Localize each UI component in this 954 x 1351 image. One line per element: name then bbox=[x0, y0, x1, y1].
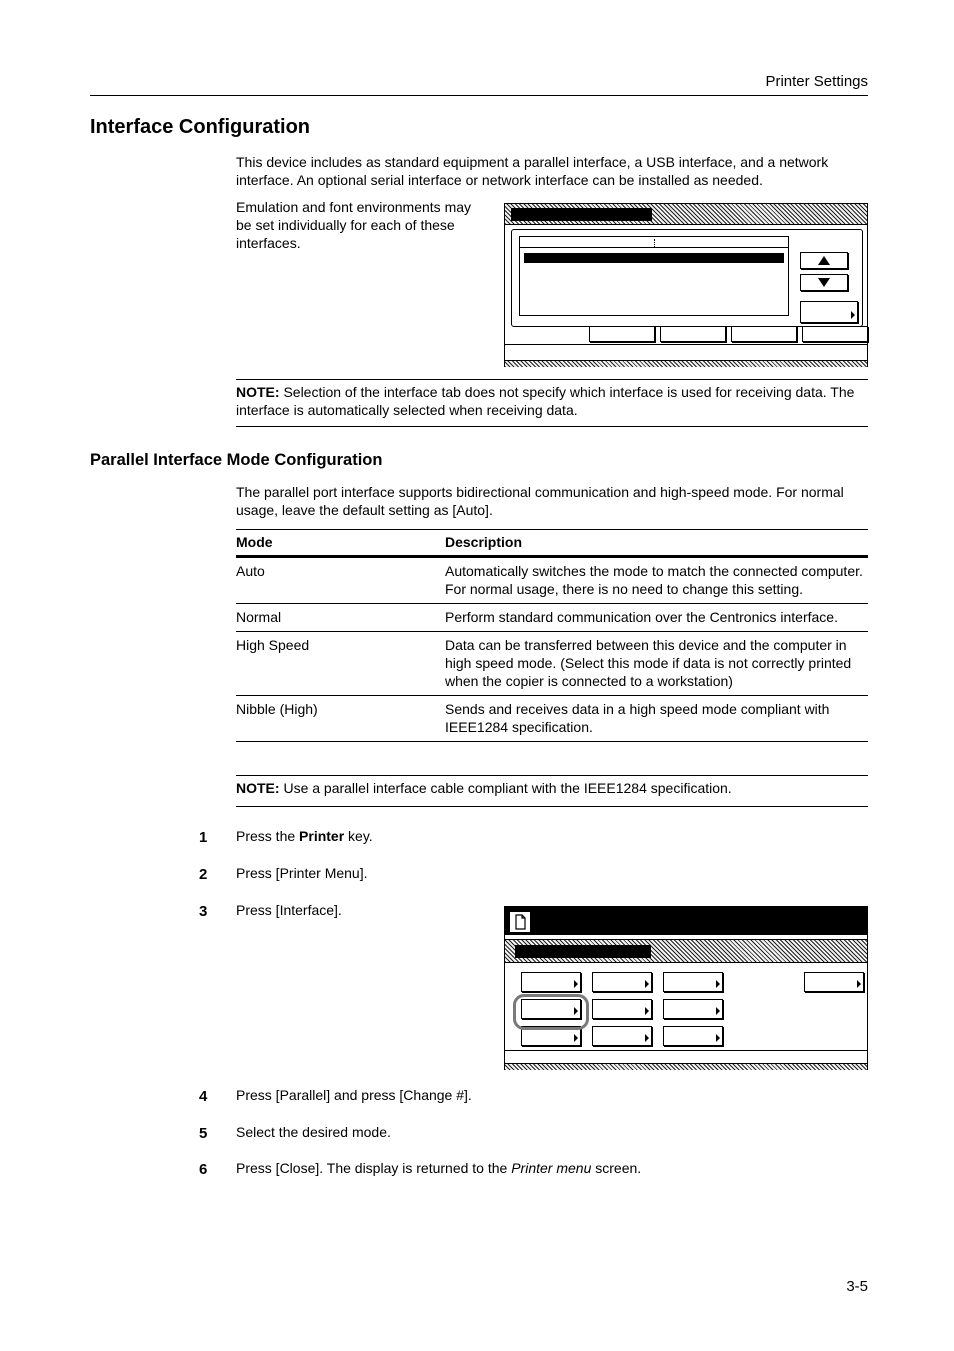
step-text: Select the desired mode. bbox=[236, 1124, 391, 1140]
column-header-mode: Mode bbox=[236, 530, 445, 557]
section-title: Interface Configuration bbox=[90, 116, 311, 138]
screen-title-bar bbox=[505, 204, 867, 225]
mode-cell: Normal bbox=[236, 604, 445, 632]
parallel-intro-paragraph: The parallel port interface supports bidirectional communication and high-speed mode. For normal usage, leave the default setting as [Auto]. bbox=[236, 484, 844, 518]
menu-button-r1c1[interactable] bbox=[521, 972, 581, 992]
step-number: 4 bbox=[199, 1088, 208, 1105]
step-text: Press [Interface]. bbox=[236, 902, 342, 918]
button-arrow-icon bbox=[645, 1034, 649, 1042]
note-label: NOTE: bbox=[236, 384, 280, 400]
tab-panel bbox=[511, 229, 863, 327]
printer-menu-label: Printer menu bbox=[511, 1160, 592, 1176]
interface-screen-illustration bbox=[504, 203, 868, 367]
note-text: Selection of the interface tab does not specify which interface is used for receiving data. The interface is automatically selected when receiving data. bbox=[236, 384, 855, 418]
menu-button-r2c2[interactable] bbox=[592, 999, 652, 1019]
button-arrow-icon bbox=[716, 1034, 720, 1042]
screen-status-bar bbox=[505, 907, 867, 935]
step-text-part: key. bbox=[344, 828, 373, 844]
step-text: Press [Parallel] and press [Change #]. bbox=[236, 1087, 472, 1103]
step-number: 1 bbox=[199, 829, 208, 846]
step-text: Press [Printer Menu]. bbox=[236, 865, 368, 881]
interface-tab-5[interactable] bbox=[802, 326, 868, 342]
screen-footer-rule bbox=[505, 1050, 867, 1051]
highlight-circle bbox=[513, 994, 589, 1030]
mode-cell: Nibble (High) bbox=[236, 696, 445, 742]
intro-paragraph: This device includes as standard equipment a parallel interface, a USB interface, and a network interface. An optional serial interface or network interface can be installed as needed. bbox=[236, 154, 829, 188]
list-column-divider bbox=[654, 239, 655, 247]
step-text-part: screen. bbox=[591, 1160, 642, 1176]
screen-title-block bbox=[515, 945, 651, 958]
button-arrow-icon bbox=[645, 980, 649, 988]
column-header-description: Description bbox=[445, 530, 868, 557]
list-header-rule bbox=[520, 247, 788, 248]
printer-menu-screen-illustration bbox=[504, 906, 868, 1070]
step-number: 5 bbox=[199, 1125, 208, 1142]
interface-tab-3[interactable] bbox=[660, 326, 726, 342]
step-text bbox=[236, 828, 373, 844]
menu-button-r3c3[interactable] bbox=[663, 1026, 723, 1046]
step-text-part: Press the bbox=[236, 828, 300, 844]
button-arrow-icon bbox=[645, 1007, 649, 1015]
document-icon bbox=[509, 911, 531, 933]
emulation-paragraph: Emulation and font environments may be set individually for each of these interfaces. bbox=[236, 199, 472, 251]
description-cell: Perform standard communication over the Centronics interface. bbox=[445, 604, 868, 632]
menu-button-r2c3[interactable] bbox=[663, 999, 723, 1019]
interface-tab-2[interactable] bbox=[589, 326, 655, 342]
menu-button-r1c4[interactable] bbox=[804, 972, 864, 992]
step-number: 2 bbox=[199, 866, 208, 883]
running-header: Printer Settings bbox=[765, 73, 868, 90]
screen-footer-rule bbox=[505, 344, 867, 345]
scroll-down-button[interactable] bbox=[800, 274, 848, 291]
mode-table bbox=[236, 529, 868, 742]
step-text-part: Press [Close]. The display is returned to the bbox=[236, 1160, 512, 1176]
table-row bbox=[236, 632, 868, 696]
mode-cell: High Speed bbox=[236, 632, 445, 696]
note-cable bbox=[236, 775, 868, 807]
screen-bottom-bar bbox=[505, 360, 867, 367]
note-text: Use a parallel interface cable compliant with the IEEE1284 specification. bbox=[279, 780, 732, 796]
change-button[interactable] bbox=[800, 301, 858, 323]
table-row bbox=[236, 604, 868, 632]
table-row bbox=[236, 696, 868, 742]
menu-button-r1c3[interactable] bbox=[663, 972, 723, 992]
button-arrow-icon bbox=[574, 1034, 578, 1042]
step-number: 3 bbox=[199, 903, 208, 920]
description-cell: Data can be transferred between this device and the computer in high speed mode. (Select this mode if data is not correctly printed when the copier is connected to a workstation) bbox=[445, 632, 868, 696]
table-header-row bbox=[236, 530, 868, 557]
subsection-title: Parallel Interface Mode Configuration bbox=[90, 451, 383, 469]
arrow-up-icon bbox=[801, 253, 847, 268]
description-cell: Sends and receives data in a high speed mode compliant with IEEE1284 specification. bbox=[445, 696, 868, 742]
description-cell: Automatically switches the mode to match the connected computer. For normal usage, there is no need to change this setting. bbox=[445, 557, 868, 604]
screen-title-block bbox=[511, 208, 652, 221]
note-label: NOTE: bbox=[236, 780, 280, 796]
screen-bottom-bar bbox=[505, 1063, 867, 1070]
step-text bbox=[236, 1160, 641, 1176]
mode-cell: Auto bbox=[236, 557, 445, 604]
page-number: 3-5 bbox=[846, 1278, 868, 1295]
list-selected-row[interactable] bbox=[524, 253, 784, 263]
scroll-up-button[interactable] bbox=[800, 252, 848, 269]
step-number: 6 bbox=[199, 1161, 208, 1178]
header-rule bbox=[90, 95, 868, 96]
menu-button-r1c2[interactable] bbox=[592, 972, 652, 992]
note-interface-tab bbox=[236, 379, 868, 427]
button-arrow-icon bbox=[716, 980, 720, 988]
printer-key-label: Printer bbox=[299, 828, 345, 844]
mode-list[interactable] bbox=[519, 236, 789, 316]
arrow-down-icon bbox=[801, 275, 847, 290]
menu-button-r3c2[interactable] bbox=[592, 1026, 652, 1046]
button-arrow-icon bbox=[857, 980, 861, 988]
table-row bbox=[236, 557, 868, 604]
button-arrow-icon bbox=[574, 980, 578, 988]
screen-title-bar bbox=[505, 939, 867, 963]
button-arrow-icon bbox=[716, 1007, 720, 1015]
interface-tab-4[interactable] bbox=[731, 326, 797, 342]
button-arrow-icon bbox=[851, 311, 855, 319]
